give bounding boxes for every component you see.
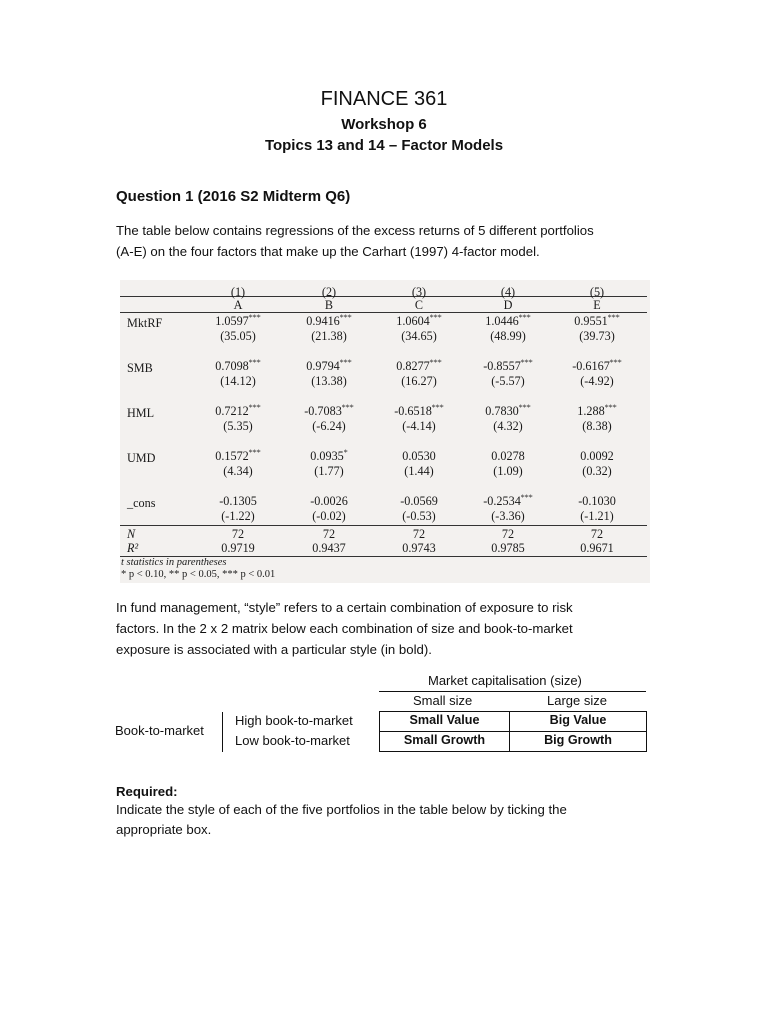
significance-stars: ***: [429, 313, 442, 322]
style-line: In fund management, “style” refers to a certain combination of exposure to risk: [116, 600, 573, 615]
n-value: 72: [231, 527, 245, 541]
coefficient: -0.2534***: [483, 493, 533, 508]
low-btm-label: Low book-to-market: [235, 733, 350, 748]
question-heading: Question 1 (2016 S2 Midterm Q6): [116, 188, 351, 205]
t-statistic: (13.38): [311, 374, 347, 388]
coefficient: -0.0569: [400, 494, 438, 508]
row-label: HML: [127, 406, 155, 420]
t-statistic: (-5.57): [491, 374, 525, 388]
required-line: Indicate the style of each of the five portfolios in the table below by ticking the: [116, 802, 567, 817]
t-statistic: (48.99): [490, 329, 526, 343]
stats-rule: [120, 525, 647, 526]
size-header: Market capitalisation (size): [428, 673, 582, 688]
big-growth-cell: Big Growth: [544, 733, 612, 747]
significance-stars: ***: [339, 358, 352, 367]
required-paragraph: [116, 800, 646, 840]
n-label: N: [127, 527, 136, 541]
significance-stars: *: [343, 448, 348, 457]
page-title: FINANCE 361: [320, 88, 448, 110]
coefficient: 1.0597***: [215, 313, 261, 328]
t-statistic: (-0.53): [402, 509, 436, 523]
t-statistic: (4.32): [493, 419, 523, 433]
workshop-subtitle: Workshop 6: [341, 116, 427, 133]
btm-divider: [222, 712, 223, 752]
topics-subtitle: Topics 13 and 14 – Factor Models: [264, 137, 504, 154]
coefficient: -0.1305: [219, 494, 257, 508]
significance-stars: ***: [248, 313, 261, 322]
t-statistic: (-3.36): [491, 509, 525, 523]
coefficient: 1.0604***: [396, 313, 442, 328]
row-label: MktRF: [127, 316, 163, 330]
coefficient: 0.9551***: [574, 313, 620, 328]
significance-stars: ***: [248, 358, 261, 367]
small-growth-cell: Small Growth: [403, 733, 486, 747]
row-label: _cons: [127, 496, 156, 510]
n-value: 72: [322, 527, 336, 541]
t-statistic: (16.27): [401, 374, 437, 388]
significance-stars: ***: [518, 403, 531, 412]
row-label: SMB: [127, 361, 153, 375]
intro-line: (A-E) on the four factors that make up the Carhart (1997) 4-factor model.: [116, 244, 540, 259]
coefficient: -0.1030: [578, 494, 616, 508]
column-number: (4): [500, 285, 516, 299]
n-value: 72: [412, 527, 426, 541]
coefficient: 0.0530: [402, 449, 436, 463]
r2-label: R²: [127, 541, 139, 555]
grid-line: [379, 731, 647, 732]
big-value-cell: Big Value: [549, 713, 607, 727]
t-statistic: (5.35): [223, 419, 253, 433]
r2-value: 0.9785: [491, 541, 525, 555]
t-statistic: (39.73): [579, 329, 615, 343]
coefficient: 0.7830***: [485, 403, 531, 418]
n-value: 72: [590, 527, 604, 541]
intro-paragraph: [116, 220, 646, 262]
n-value: 72: [501, 527, 515, 541]
row-label: UMD: [127, 451, 156, 465]
r2-value: 0.9743: [402, 541, 436, 555]
column-name: A: [233, 298, 243, 312]
significance-stars: ***: [339, 313, 352, 322]
book-to-market-label: Book-to-market: [115, 723, 204, 738]
r2-value: 0.9437: [312, 541, 346, 555]
t-statistic: (-4.92): [580, 374, 614, 388]
grid-line: [646, 711, 647, 752]
header-rule: [379, 691, 646, 692]
column-name: D: [503, 298, 513, 312]
coefficient: 0.0278: [491, 449, 525, 463]
coefficient: -0.0026: [310, 494, 348, 508]
significance-stars: ***: [520, 358, 533, 367]
t-statistic: (1.09): [493, 464, 523, 478]
significance-stars: ***: [518, 313, 531, 322]
t-statistic: (8.38): [582, 419, 612, 433]
style-line: factors. In the 2 x 2 matrix below each combination of size and book-to-market: [116, 621, 573, 636]
grid-line: [379, 711, 647, 712]
coefficient: -0.8557***: [483, 358, 533, 373]
high-btm-label: High book-to-market: [235, 713, 353, 728]
regression-table: [120, 280, 650, 583]
t-statistic: (1.77): [314, 464, 344, 478]
column-name: E: [593, 298, 601, 312]
significance-stars: ***: [609, 358, 622, 367]
coefficient: 0.9794***: [306, 358, 352, 373]
coefficient: 0.0935*: [310, 448, 348, 463]
required-line: appropriate box.: [116, 822, 212, 837]
significance-stars: ***: [341, 403, 354, 412]
column-name: C: [414, 298, 424, 312]
table-note: t statistics in parentheses: [121, 557, 227, 568]
coefficient: 0.7212***: [215, 403, 261, 418]
required-heading: Required:: [116, 784, 178, 799]
t-statistic: (-0.02): [312, 509, 346, 523]
coefficient: 0.9416***: [306, 313, 352, 328]
intro-line: The table below contains regressions of the excess returns of 5 different portfolios: [116, 223, 594, 238]
significance-stars: ***: [604, 403, 617, 412]
t-statistic: (-1.22): [221, 509, 255, 523]
column-number: (2): [321, 285, 337, 299]
coefficient: 0.8277***: [396, 358, 442, 373]
significance-stars: ***: [431, 403, 444, 412]
style-paragraph: [116, 597, 646, 660]
table-note: * p < 0.10, ** p < 0.05, *** p < 0.01: [121, 569, 276, 580]
table-top-rule: [120, 296, 647, 297]
significance-stars: ***: [607, 313, 620, 322]
small-value-cell: Small Value: [409, 713, 480, 727]
t-statistic: (0.32): [582, 464, 612, 478]
column-number: (5): [589, 285, 605, 299]
significance-stars: ***: [248, 448, 261, 457]
coefficient: -0.7083***: [304, 403, 354, 418]
t-statistic: (21.38): [311, 329, 347, 343]
grid-line: [379, 751, 647, 752]
t-statistic: (4.34): [223, 464, 253, 478]
t-statistic: (-4.14): [402, 419, 436, 433]
t-statistic: (1.44): [404, 464, 434, 478]
coefficient: 1.0446***: [485, 313, 531, 328]
significance-stars: ***: [248, 403, 261, 412]
column-name: B: [324, 298, 334, 312]
small-size-label: Small size: [413, 693, 473, 708]
coefficient: -0.6518***: [394, 403, 444, 418]
coefficient: 1.288***: [577, 403, 617, 418]
t-statistic: (35.05): [220, 329, 256, 343]
t-statistic: (34.65): [401, 329, 437, 343]
significance-stars: ***: [520, 493, 533, 502]
large-size-label: Large size: [547, 693, 607, 708]
column-number: (3): [411, 285, 427, 299]
r2-value: 0.9671: [580, 541, 614, 555]
t-statistic: (-6.24): [312, 419, 346, 433]
style-line: exposure is associated with a particular style (in bold).: [116, 642, 432, 657]
t-statistic: (-1.21): [580, 509, 614, 523]
coefficient: 0.1572***: [215, 448, 261, 463]
coefficient: 0.7098***: [215, 358, 261, 373]
coefficient: -0.6167***: [572, 358, 622, 373]
header-rule: [120, 312, 647, 313]
column-number: (1): [230, 285, 246, 299]
coefficient: 0.0092: [580, 449, 614, 463]
t-statistic: (14.12): [220, 374, 256, 388]
r2-value: 0.9719: [221, 541, 255, 555]
significance-stars: ***: [429, 358, 442, 367]
